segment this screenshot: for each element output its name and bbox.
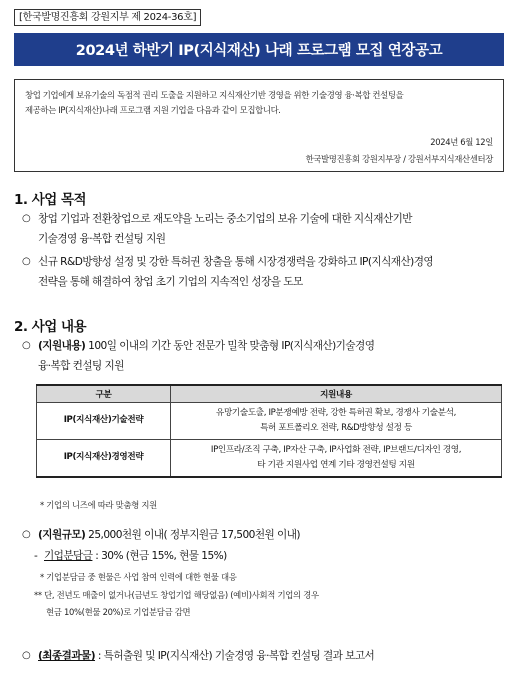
support-content-line-2: 융·복합 컨설팅 지원 bbox=[38, 360, 124, 372]
purpose-bullet-2-line-2: 전략을 통해 해결하여 창업 초기 기업의 지속적인 성장을 도모 bbox=[38, 276, 303, 288]
share-footnote-2-line-1: ** 단, 전년도 매출이 없거나(금년도 창업기업 해당없음) (예비)사회적 기업의 경우 bbox=[34, 590, 319, 600]
notice-text-line-2: 제공하는 IP(지식재산)나래 프로그램 지원 기업을 다음과 같이 모집합니다. bbox=[25, 105, 281, 115]
table-header-content: 지원내용 bbox=[171, 385, 502, 402]
table-header-row bbox=[37, 385, 502, 402]
bullet-circle-icon: ○ bbox=[22, 256, 31, 267]
purpose-bullet-1 bbox=[22, 209, 506, 249]
notice-box bbox=[14, 79, 504, 172]
bullet-circle-icon: ○ bbox=[22, 650, 31, 661]
table-cell-content-line: IP인프라/조직 구축, IP자산 구축, IP사업화 전략, IP브랜드/디자인 경영, bbox=[210, 444, 462, 455]
support-scale-label: (지원규모) bbox=[38, 529, 86, 541]
share-footnote-1: * 기업분담금 중 현물은 사업 참여 인력에 대한 현물 대응 bbox=[40, 572, 237, 582]
bullet-circle-icon: ○ bbox=[22, 340, 31, 351]
notice-text-line-1: 창업 기업에게 보유기술의 독점적 권리 도출을 지원하고 지식재산기반 경영을 위한 기술경영 융·복합 컨설팅을 bbox=[25, 90, 404, 100]
support-content-bullet bbox=[22, 336, 506, 376]
purpose-bullet-2 bbox=[22, 252, 506, 292]
table-row bbox=[37, 402, 502, 439]
table-cell-content-line: 타 기관 지원사업 연계 기타 경영컨설팅 지원 bbox=[257, 459, 415, 470]
bullet-circle-icon: ○ bbox=[22, 213, 31, 224]
table-cell-category: IP(지식재산)경영전략 bbox=[37, 439, 171, 477]
purpose-bullet-1-line-2: 기술경영 융·복합 컨설팅 지원 bbox=[38, 233, 166, 245]
final-deliverable-label: (최종결과물) bbox=[38, 650, 96, 662]
announcement-title-bar bbox=[14, 33, 504, 66]
share-footnote-2-line-2: 현금 10%(현물 20%)로 기업분담금 감면 bbox=[46, 607, 191, 617]
table-cell-content bbox=[171, 439, 502, 477]
table-row bbox=[37, 439, 502, 477]
support-content-label: (지원내용) bbox=[38, 340, 86, 352]
table-cell-content-line: 특허 포트폴리오 전략, R&D방향성 설정 등 bbox=[260, 422, 412, 433]
support-content-line-1: 100일 이내의 기간 동안 전문가 밀착 맞춤형 IP(지식재산)기술경영 bbox=[85, 340, 375, 352]
final-deliverable-text: : 특허출원 및 IP(지식재산) 기술경영 융·복합 컨설팅 결과 보고서 bbox=[95, 650, 375, 662]
final-deliverable-bullet bbox=[22, 646, 506, 666]
dash-mark: - bbox=[34, 550, 38, 562]
document-number: [한국발명진흥회 강원지부 제 2024-36호] bbox=[14, 9, 201, 26]
table-footnote: * 기업의 니즈에 따라 맞춤형 지원 bbox=[40, 500, 157, 510]
announcement-title: 2024년 하반기 IP(지식재산) 나래 프로그램 모집 연장공고 bbox=[75, 43, 443, 59]
purpose-bullet-2-line-1: 신규 R&D방향성 설정 및 강한 특허권 창출을 통해 시장경쟁력을 강화하고 IP(지식재산)경영 bbox=[38, 256, 434, 268]
table-cell-content-line: 유망기술도출, IP분쟁예방 전략, 강한 특허권 확보, 경쟁사 기술분석, bbox=[216, 407, 456, 418]
support-scale-bullet bbox=[22, 525, 506, 545]
notice-organization: 한국발명진흥회 강원지부장 / 강원서부지식재산센터장 bbox=[305, 154, 493, 164]
notice-date: 2024년 6월 12일 bbox=[430, 137, 493, 147]
purpose-bullet-1-line-1: 창업 기업과 전환창업으로 재도약을 노리는 중소기업의 보유 기술에 대한 지식재산기반 bbox=[38, 213, 412, 225]
support-scale-text: 25,000천원 이내( 정부지원금 17,500천원 이내) bbox=[85, 529, 301, 541]
section-heading-content: 2. 사업 내용 bbox=[14, 319, 87, 335]
table-cell-category: IP(지식재산)기술전략 bbox=[37, 402, 171, 439]
support-content-table bbox=[36, 384, 502, 478]
table-header-category: 구분 bbox=[37, 385, 171, 402]
table-cell-content bbox=[171, 402, 502, 439]
company-share-label: 기업분담금 bbox=[44, 550, 93, 562]
company-share-row bbox=[34, 546, 518, 566]
company-share-text: : 30% (현금 15%, 현물 15%) bbox=[92, 550, 227, 562]
section-heading-purpose: 1. 사업 목적 bbox=[14, 192, 87, 208]
bullet-circle-icon: ○ bbox=[22, 529, 31, 540]
